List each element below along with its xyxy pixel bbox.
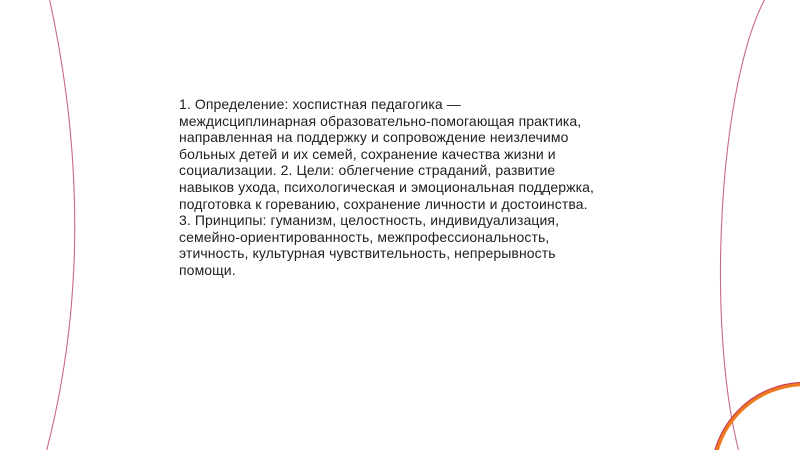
text-line: этичность, культурная чувствительность, непрерывность xyxy=(179,245,556,262)
text-line: подготовка к гореванию, сохранение личности и достоинства. xyxy=(179,195,588,212)
left-curve-line xyxy=(46,0,75,450)
text-line: междисциплинарная образовательно-помогающая практика, xyxy=(179,112,582,129)
right-curve-line xyxy=(720,0,766,450)
corner-circle xyxy=(714,385,800,450)
text-line: навыков ухода, психологическая и эмоциональная поддержка, xyxy=(179,178,595,195)
slide-text-block xyxy=(179,96,639,279)
text-line: 3. Принципы: гуманизм, целостность, индивидуализация, xyxy=(179,212,560,229)
text-line: семейно-ориентированность, межпрофессиональность, xyxy=(179,228,550,245)
text-line: направленная на поддержку и сопровождение неизлечимо xyxy=(179,129,569,146)
text-line: больных детей и их семей, сохранение качества жизни и xyxy=(179,145,556,162)
corner-circle-edge xyxy=(712,383,800,450)
text-line: помощи. xyxy=(179,261,236,278)
text-line: 1. Определение: хоспистная педагогика — xyxy=(179,96,461,112)
text-line: социализации. 2. Цели: облегчение страданий, развитие xyxy=(179,162,556,179)
